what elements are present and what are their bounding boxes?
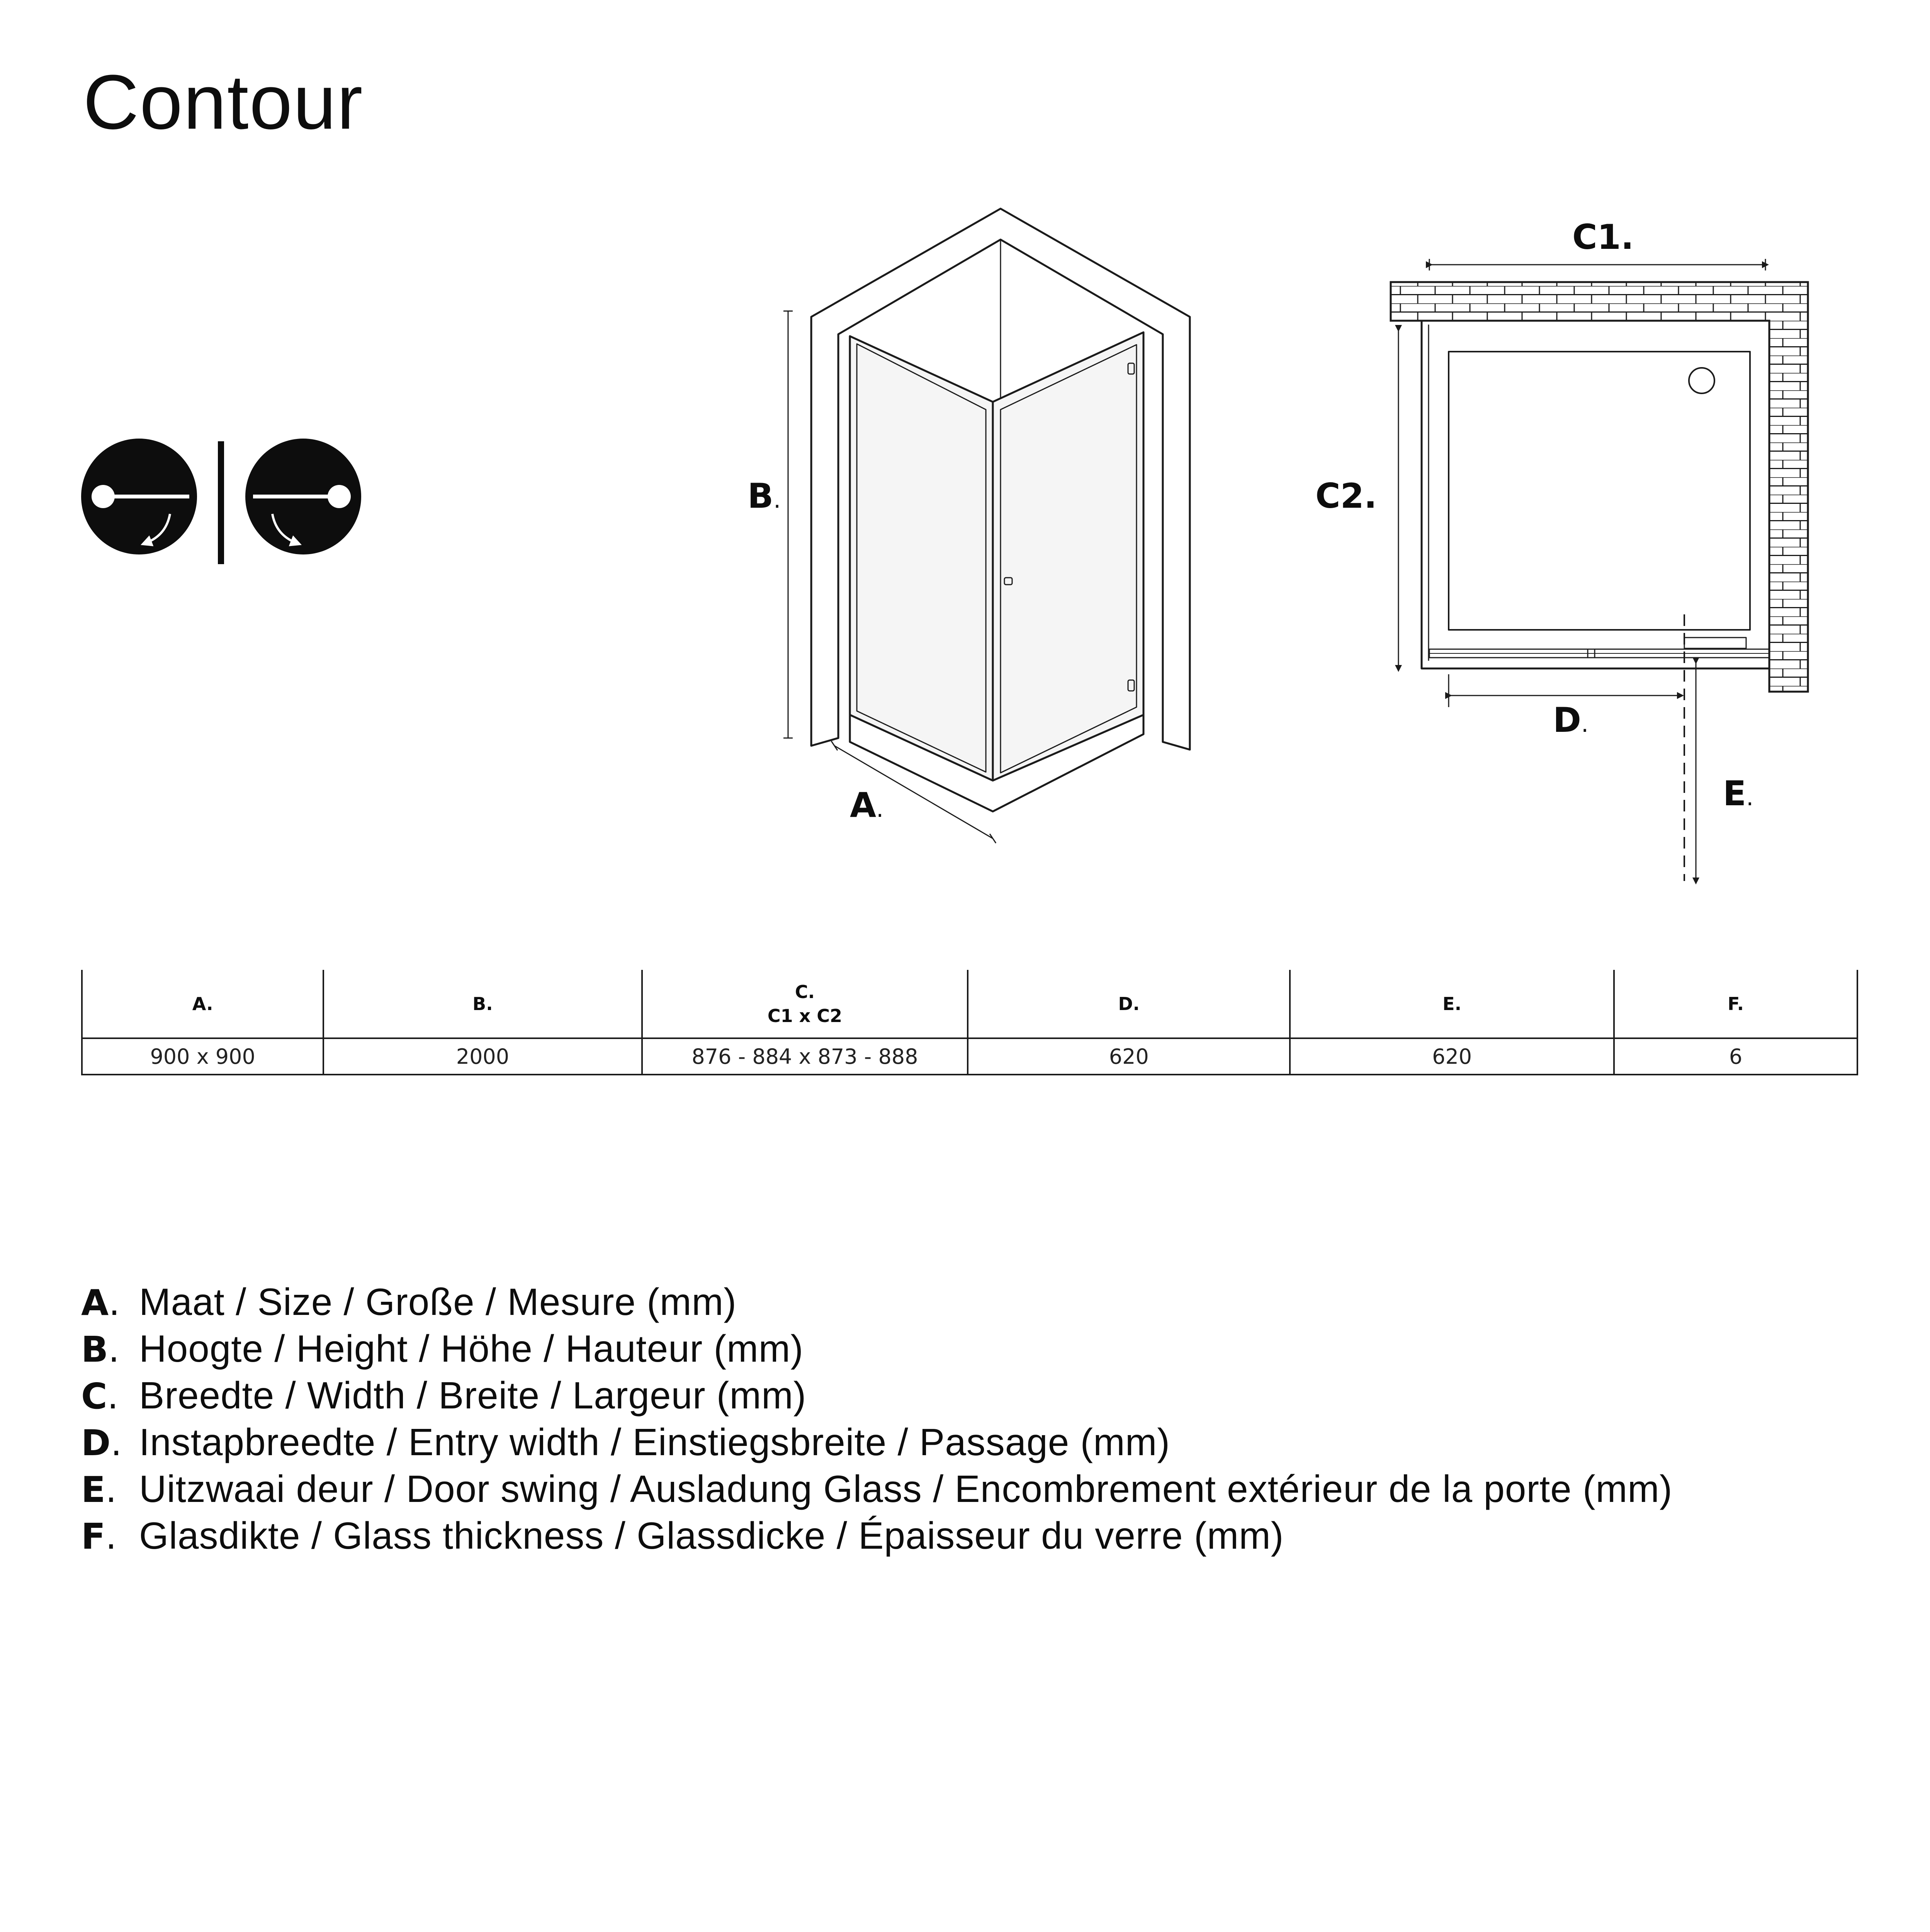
dimension-label-d: D. — [1553, 700, 1589, 740]
table-header-c: C. C1 x C2 — [642, 970, 968, 1038]
table-header-a: A. — [82, 970, 323, 1038]
legend-text: Maat / Size / Große / Mesure (mm) — [139, 1281, 737, 1323]
table-header-f: F. — [1614, 970, 1857, 1038]
dimension-label-c1: C1. — [1572, 217, 1634, 257]
table-cell-b: 2000 — [323, 1038, 642, 1075]
legend-item: B. Hoogte / Height / Höhe / Hauteur (mm) — [81, 1327, 804, 1370]
legend-text: Instapbreedte / Entry width / Einstiegsbreite / Passage (mm) — [139, 1421, 1171, 1463]
table-cell-f: 6 — [1614, 1038, 1857, 1075]
legend — [81, 1283, 1673, 1563]
table-cell-e: 620 — [1290, 1038, 1614, 1075]
legend-text: Hoogte / Height / Höhe / Hauteur (mm) — [139, 1327, 804, 1370]
table-header-b: B. — [323, 970, 642, 1038]
page-title: Contour — [83, 59, 364, 145]
dimension-label-c2: C2. — [1315, 476, 1377, 516]
dimension-label-e: E. — [1723, 774, 1754, 813]
legend-item: A. Maat / Size / Große / Mesure (mm) — [81, 1281, 737, 1323]
legend-item: C. Breedte / Width / Breite / Largeur (mm) — [81, 1374, 807, 1417]
dimension-label-a: A. — [850, 785, 884, 825]
table-header-e: E. — [1290, 970, 1614, 1038]
table-cell-d: 620 — [968, 1038, 1290, 1075]
legend-item: E. Uitzwaai deur / Door swing / Ausladung Glass / Encombrement extérieur de la porte (mm) — [81, 1468, 1673, 1510]
dimensions-table — [81, 970, 1858, 1075]
legend-text: Breedte / Width / Breite / Largeur (mm) — [139, 1374, 807, 1417]
table-row — [82, 1038, 1857, 1075]
table-cell-a: 900 x 900 — [82, 1038, 323, 1075]
legend-item: D. Instapbreedte / Entry width / Einstiegsbreite / Passage (mm) — [81, 1421, 1171, 1464]
table-header-d: D. — [968, 970, 1290, 1038]
table-header-row — [82, 970, 1857, 1038]
pivot-door-swing-left-icon — [81, 439, 197, 554]
legend-text: Uitzwaai deur / Door swing / Ausladung Glass / Encombrement extérieur de la porte (mm) — [139, 1468, 1673, 1510]
door-swing-icons — [77, 437, 371, 568]
pivot-door-swing-right-icon — [245, 439, 361, 554]
legend-text: Glasdikte / Glass thickness / Glassdicke / Épaisseur du verre (mm) — [139, 1514, 1284, 1557]
dimension-label-b: B. — [748, 476, 781, 516]
enclosure-isometric-drawing — [734, 201, 1236, 881]
legend-item: F. Glasdikte / Glass thickness / Glassdicke / Épaisseur du verre (mm) — [81, 1514, 1284, 1557]
table-cell-c: 876 - 884 x 873 - 888 — [642, 1038, 968, 1075]
